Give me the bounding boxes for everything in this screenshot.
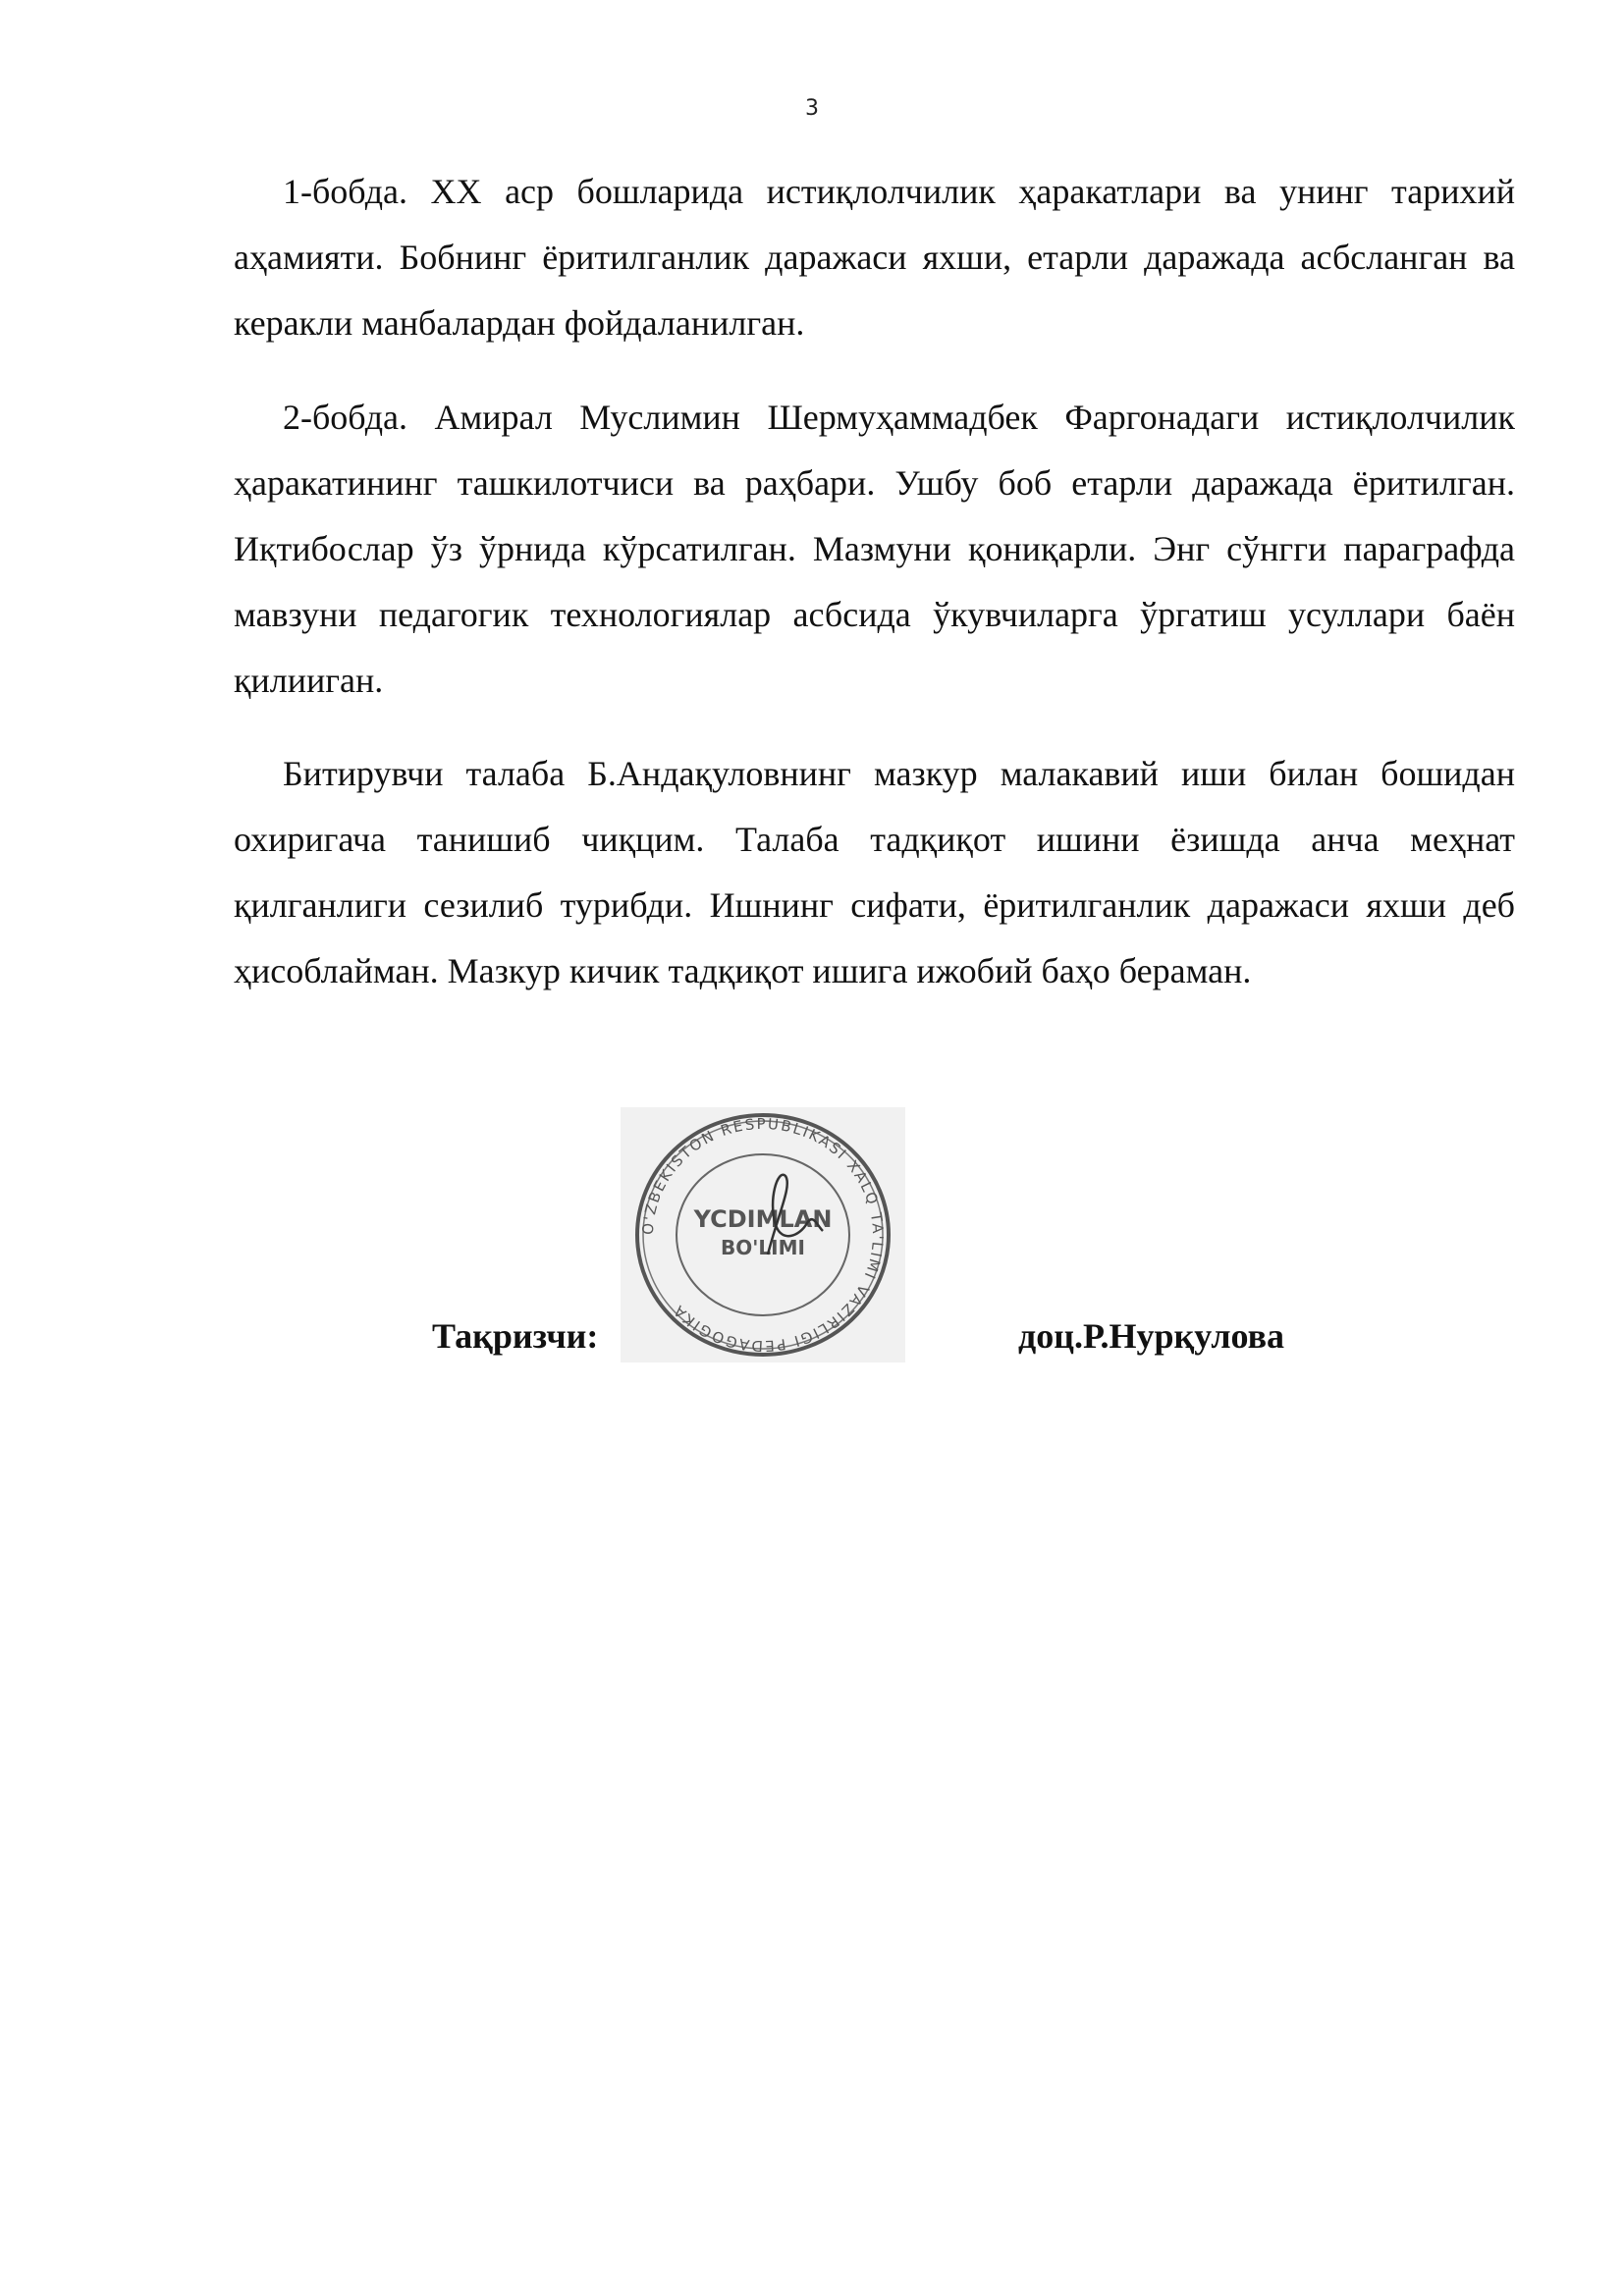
stamp-center-line-2: BO'LIMI [721,1236,805,1259]
paragraph-chapter-2: 2-бобда. Амирал Муслимин Шермуҳаммадбек Фаргонадаги истиқлолчилик ҳаракатининг ташкилотчиси ва раҳбари. Ушбу боб етарли даражада ёритилган. Иқтибослар ўз ўрнида кўрсатилган. Мазмуни қониқарли. Энг сўнгги параграфда мавзуни педагогик технологиялар асбсида ўкувчиларга ўргатиш усуллари баён қилииган. [234,398,1515,700]
stamp-ring-text: O'ZBEKISTON RESPUBLIKASI XALQ TA'LIMI VAZIRLIGI PEDAGOGIKA [638,1114,888,1356]
paragraph-conclusion: Битирувчи талаба Б.Андақуловнинг мазкур малакавий иши билан бошидан охиригача танишиб чиқцим. Талаба тадқиқот ишини ёзишда анча меҳнат қилганлиги сезилиб турибди. Ишнинг сифати, ёритилганлик даражаси яхши деб ҳисоблайман. Мазкур кичик тадқиқот ишига ижобий баҳо бераман. [234,754,1515,990]
reviewer-label: Тақризчи: [432,1316,599,1356]
page-number: 3 [805,96,819,121]
stamp-graphic [621,1107,905,1362]
official-stamp [621,1107,905,1362]
signature-block [0,1099,1624,1374]
stamp-center-line-1: YCDIMLAN [693,1205,833,1233]
paragraph-chapter-1: 1-бобда. XX аср бошларида истиқлолчилик ҳаракатлари ва унинг тарихий аҳамияти. Бобнинг ёритилганлик даражаси яхши, етарли даражада асбсланган ва керакли манбалардан фойдаланилган. [234,172,1515,343]
reviewer-name: доц.Р.Нурқулова [1018,1316,1285,1356]
